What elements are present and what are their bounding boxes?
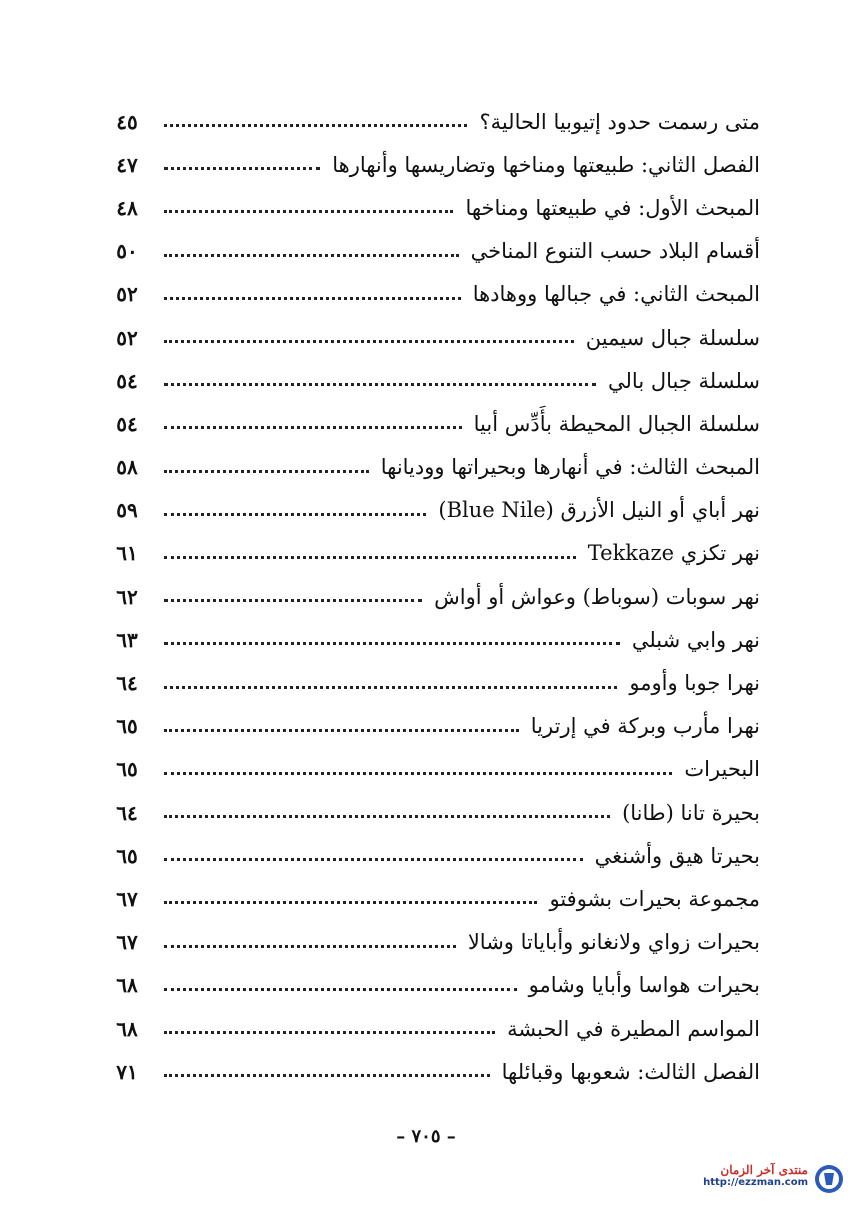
toc-entry-title: بحيرات هواسا وأبايا وشامو — [528, 973, 760, 998]
toc-entry — [110, 748, 760, 791]
toc-entry-title: نهر سوبات (سوباط) وعواش أو أواش — [434, 584, 760, 609]
toc-entry-page: ٥٢ — [116, 282, 138, 307]
toc-entry-title: نهر تكزي Tekkaze — [587, 541, 760, 566]
toc-entry-title: نهرا مأرب وبركة في إرتريا — [530, 714, 760, 739]
toc-entry-title: نهرا جوبا وأومو — [629, 671, 760, 696]
toc-entry-title: بحيرتا هيق وأشنغي — [594, 843, 760, 868]
toc-entry-page: ٦٧ — [116, 930, 138, 955]
toc-entry-page: ٥٤ — [116, 368, 138, 393]
toc-leader-dots — [164, 815, 610, 818]
toc-entry-title: المواسم المطيرة في الحبشة — [507, 1016, 760, 1041]
toc-entry-page: ٦٣ — [116, 627, 138, 652]
toc-entry-title: سلسلة جبال سيمين — [585, 325, 760, 350]
toc-entry — [110, 100, 760, 143]
toc-leader-dots — [164, 642, 620, 645]
toc-entry-page: ٦٧ — [116, 886, 138, 911]
toc-entry-title: البحيرات — [684, 757, 760, 782]
toc-entry-page: ٤٧ — [116, 152, 138, 177]
toc-entry — [110, 316, 760, 359]
toc-leader-dots — [164, 210, 453, 213]
toc-leader-dots — [164, 1031, 495, 1034]
toc-entry — [110, 446, 760, 489]
toc-entry-page: ٥٠ — [116, 239, 138, 264]
toc-leader-dots — [164, 124, 467, 127]
toc-leader-dots — [164, 858, 583, 861]
toc-entry-page: ٦٥ — [116, 843, 138, 868]
toc-leader-dots — [164, 254, 459, 257]
toc-entry-page: ٧١ — [116, 1059, 138, 1084]
toc-entry-title: سلسلة جبال بالي — [608, 368, 760, 393]
toc-entry-title: نهر وابي شبلي — [631, 627, 760, 652]
toc-entry-title: بحيرة تانا (طانا) — [622, 800, 760, 825]
toc-leader-dots — [164, 426, 462, 429]
toc-entry — [110, 661, 760, 704]
toc-leader-dots — [164, 901, 537, 904]
toc-entry — [110, 575, 760, 618]
toc-leader-dots — [164, 729, 519, 732]
toc-entry-title: الفصل الثالث: شعوبها وقبائلها — [501, 1059, 760, 1084]
toc-entry — [110, 705, 760, 748]
toc-entry-title: متى رسمت حدود إتيوبيا الحالية؟ — [479, 109, 760, 134]
table-of-contents — [110, 100, 760, 1093]
toc-entry — [110, 186, 760, 229]
toc-leader-dots — [164, 340, 574, 343]
toc-entry-title: مجموعة بحيرات بشوفتو — [549, 886, 760, 911]
toc-entry — [110, 618, 760, 661]
toc-entry-title: المبحث الثاني: في جبالها ووهادها — [472, 282, 760, 307]
toc-entry-page: ٥٨ — [116, 455, 138, 480]
toc-leader-dots — [164, 513, 426, 516]
toc-entry-page: ٦٥ — [116, 714, 138, 739]
toc-entry — [110, 964, 760, 1007]
toc-entry — [110, 921, 760, 964]
toc-entry-page: ٦٥ — [116, 757, 138, 782]
toc-entry — [110, 489, 760, 532]
toc-entry — [110, 143, 760, 186]
toc-entry-page: ٥٤ — [116, 411, 138, 436]
toc-entry-title: بحيرات زواي ولانغانو وأباياتا وشالا — [467, 930, 760, 955]
toc-leader-dots — [164, 599, 422, 602]
toc-entry-title: أقسام البلاد حسب التنوع المناخي — [470, 239, 760, 264]
toc-leader-dots — [164, 383, 596, 386]
toc-leader-dots — [164, 772, 672, 775]
toc-entry-title: الفصل الثاني: طبيعتها ومناخها وتضاريسها وأنهارها — [332, 152, 760, 177]
toc-entry — [110, 834, 760, 877]
toc-leader-dots — [164, 945, 456, 948]
toc-entry-page: ٥٩ — [116, 498, 138, 523]
page-number: – ٧٠٥ – — [396, 1126, 456, 1147]
toc-entry — [110, 273, 760, 316]
toc-entry — [110, 230, 760, 273]
toc-entry — [110, 532, 760, 575]
toc-entry-title: نهر أباي أو النيل الأزرق (Blue Nile) — [438, 498, 760, 523]
watermark-url[interactable]: http://ezzman.com — [703, 1177, 808, 1188]
toc-entry — [110, 402, 760, 445]
toc-entry-page: ٤٥ — [116, 109, 138, 134]
toc-entry — [110, 791, 760, 834]
watermark-name: منتدى آخر الزمان — [720, 1163, 808, 1177]
forum-logo-icon — [814, 1164, 844, 1194]
toc-entry-page: ٦٢ — [116, 584, 138, 609]
toc-entry — [110, 1050, 760, 1093]
toc-entry-title: المبحث الثالث: في أنهارها وبحيراتها ووديانها — [380, 455, 760, 480]
toc-entry-title: سلسلة الجبال المحيطة بأَدِّس أبيا — [473, 411, 760, 436]
toc-entry-page: ٦٨ — [116, 1016, 138, 1041]
watermark[interactable] — [672, 1160, 848, 1200]
toc-leader-dots — [164, 1074, 490, 1077]
toc-entry-page: ٤٨ — [116, 195, 138, 220]
toc-leader-dots — [164, 988, 517, 991]
toc-leader-dots — [164, 167, 320, 170]
toc-entry-page: ٦١ — [116, 541, 138, 566]
toc-entry-title: المبحث الأول: في طبيعتها ومناخها — [465, 195, 760, 220]
toc-entry — [110, 359, 760, 402]
toc-entry-page: ٥٢ — [116, 325, 138, 350]
toc-leader-dots — [164, 686, 617, 689]
toc-leader-dots — [164, 470, 369, 473]
toc-leader-dots — [164, 297, 461, 300]
toc-entry-page: ٦٨ — [116, 973, 138, 998]
toc-entry-page: ٦٤ — [116, 671, 138, 696]
toc-entry-page: ٦٤ — [116, 800, 138, 825]
toc-entry — [110, 877, 760, 920]
toc-leader-dots — [164, 556, 576, 559]
toc-entry — [110, 1007, 760, 1050]
